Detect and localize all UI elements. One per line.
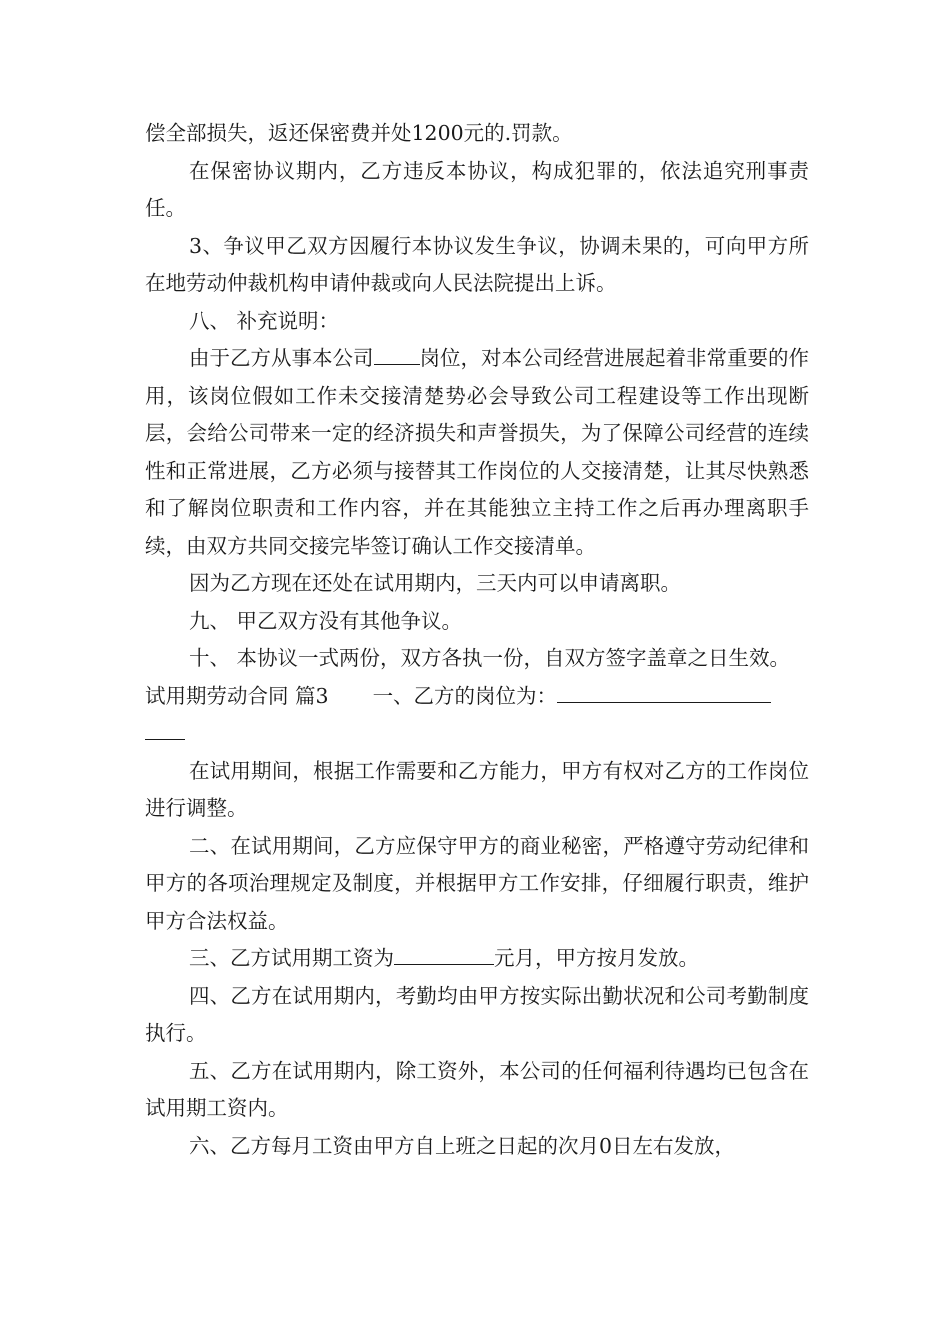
- paragraph: 六、乙方每月工资由甲方自上班之日起的次月0日左右发放，: [189, 1133, 736, 1158]
- document-body: [145, 115, 809, 1165]
- article-heading: 试用期劳动合同 篇3: [145, 683, 329, 708]
- paragraph: 十、 本协议一式两份，双方各执一份，自双方签字盖章之日生效。: [189, 646, 791, 670]
- fill-in-blank: [145, 717, 185, 740]
- paragraph: 由于乙方从事本公司 岗位，对本公司经营进展起着非常重要的作用，该岗位假如工作未交接清楚势必会导致公司工程建设等工作出现断层，会给公司带来一定的经济损失和声誉损失，为了保障公司经营的连续性和正常进展，乙方必须与接替其工作岗位的人交接清楚，让其尽快熟悉和了解岗位职责和工作内容，并在其能独立主持工作之后再办理离职手续，由双方共同交接完毕签订确认工作交接清单。: [145, 340, 809, 565]
- paragraph: 3、争议甲乙双方因履行本协议发生争议，协调未果的，可向甲方所在地劳动仲裁机构申请仲裁或向人民法院提出上诉。: [145, 233, 809, 295]
- fill-in-blank: [557, 680, 771, 703]
- paragraph: 五、乙方在试用期内，除工资外，本公司的任何福利待遇均已包含在试用期工资内。: [145, 1058, 809, 1120]
- paragraph: 试用期劳动合同 篇3 一、乙方的岗位为：: [145, 678, 809, 753]
- section-heading: 九、 甲乙双方没有其他争议。: [189, 608, 463, 633]
- fill-in-blank: [374, 342, 420, 365]
- fill-in-blank: [394, 942, 494, 965]
- paragraph: 在保密协议期内，乙方违反本协议，构成犯罪的，依法追究刑事责任。: [145, 158, 809, 220]
- paragraph: 偿全部损失，返还保密费并处1200元的.罚款。: [145, 121, 573, 145]
- paragraph: 二、在试用期间，乙方应保守甲方的商业秘密，严格遵守劳动纪律和甲方的各项治理规定及制度，并根据甲方工作安排，仔细履行职责，维护甲方合法权益。: [145, 833, 809, 933]
- paragraph: 在试用期间，根据工作需要和乙方能力，甲方有权对乙方的工作岗位进行调整。: [145, 758, 809, 820]
- paragraph: 三、乙方试用期工资为 元月，甲方按月发放。: [145, 940, 809, 978]
- paragraph: 四、乙方在试用期内，考勤均由甲方按实际出勤状况和公司考勤制度执行。: [145, 983, 809, 1045]
- paragraph: 因为乙方现在还处在试用期内，三天内可以申请离职。: [189, 571, 681, 595]
- section-heading: 八、 补充说明：: [189, 308, 340, 333]
